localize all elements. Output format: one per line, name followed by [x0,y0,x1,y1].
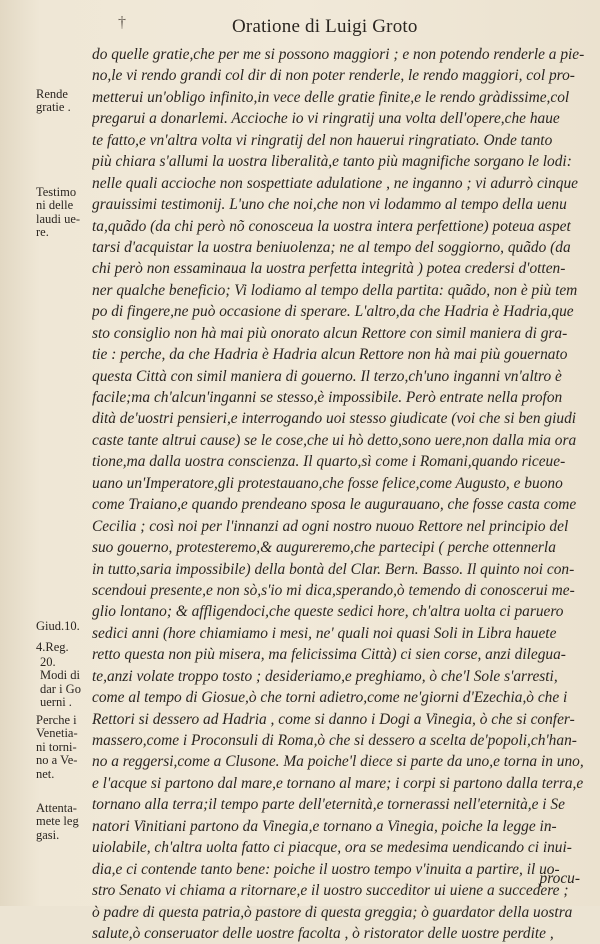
text-line: come Traiano,e quando prendeano sposa le augurauano, che fosse casta come [92,496,577,514]
text-line: ner qualche beneficio; Vi lodiamo al tempo della partita: quãdo, non è più tem [92,281,578,299]
text-line: pregarui a donarlemi. Accioche io vi ringratij una volta dell'opere,che haue [92,110,560,128]
text-line: tarsi d'acquistar la uostra beniuolenza; ne al tempo del soggiorno, quãdo (da [92,238,571,256]
text-line: questa Città con simil maniera di gouerno. Il terzo,ch'uno inganni vn'altro è [92,367,562,385]
text-line: uano un'Imperatore,gli protestauano,che fosse felice,come Augusto, e buono [92,474,563,492]
text-line: e l'acque si partono dal mare,e tornano al mare; i corpi si partono dalla terra,e [92,774,584,792]
text-line: tornano alla terra;il tempo parte dell'eternità,e tornerassi nell'eternità,e i Se [92,796,565,814]
text-line: grauissimi testimonij. L'uno che noi,che non vi lodammo al tempo della uenu [92,196,567,214]
text-line: metterui un'obligo infinito,in vece delle gratie finite,e le rendo gràdissime,col [92,88,570,106]
text-line: no,le vi rendo grandi col dir di non poter renderle, le rendo maggiori, col pro- [92,67,575,85]
text-line: più chiara s'allumi la uostra liberalità,e tanto più magnifiche sorgano le lodi: [92,153,572,171]
catchword: procu- [539,870,580,887]
margin-note-testimoni: Testimo ni delle laudi ue- re. [36,185,81,240]
text-line: ta,quãdo (da chi però nõ conosceua la uostra intera perfettione) poteua aspet [92,217,571,235]
margin-note-reg: 4.Reg. [36,640,69,654]
text-line: ò padre di questa patria,ò pastore di questa greggia; ò guardator della uostra [92,903,573,921]
text-line: suo gouerno, protesteremo,& augureremo,che partecipi ( perche ottennerla [92,539,556,557]
text-line: no a reggersi,come a Clusone. Ma poiche'l diece si parte da uno,e torna in uno, [92,753,584,771]
text-line: in tutto,saria impossibile) della bontà del Clar. Bern. Basso. Il quinto noi con- [92,560,575,578]
margin-note-perche: Perche i Venetia- ni torni- no a Ve- net. [36,713,78,781]
text-line: salute,ò conseruator delle uostre facolta , ò ristorator delle uostre perdite , [92,924,554,942]
text-line: dia,e ci contende tanto bene: poiche il uostro tempo v'inuita a partire, il uo- [92,860,560,878]
text-line: nelle quali accioche non sospettiate adulatione , ne inganno ; vi adurrò cinque [92,174,578,192]
text-line: uiolabile, ch'altra uolta fatto ci piacque, ora se medesima uendicando ci inui- [92,839,572,857]
running-title: Oratione di Luigi Groto [232,16,418,37]
text-line: natori Vinitiani partono da Vinegia,e tornano a Vinegia, poiche la legge in- [92,817,557,835]
text-line: sedici anni (hore chiamiamo i mesi, ne' quali noi quasi Soli in Libra hauete [92,624,557,642]
text-line: retto questa non più misera, ma felicissima Città) ci sien corse, anzi dilegua- [92,646,566,664]
margin-note-giud: Giud.10. [36,619,80,633]
text-line: scendoui presente,e non sò,s'io mi dica,sperando,ò temendo di conoscerui me- [92,581,575,599]
text-line: caste tante altrui cause) se le cose,che ui hò detto,sono uere,non dalla mia ora [92,431,577,449]
text-line: tie : perche, da che Hadria è Hadria alcun Rettore non hà mai più gouernato [92,346,568,364]
text-line: come al tempo di Giosue,ò che torni adietro,come ne'giorni d'Ezechia,ò che i [92,689,568,707]
text-line: Cecilia ; così noi per l'innanzi ad ogni nostro nuouo Rettore nel principio del [92,517,569,535]
margin-note-modi: 20. Modi di dar i Go uerni . [40,655,81,710]
text-line: stro Senato vi chiama a ritornare,e il uostro succeditor ui uiene a succedere ; [92,882,569,900]
text-line: chi però non essaminaua la uostra perfetta integrità ) potea credersi d'otten- [92,260,566,278]
margin-note-attenta: Attenta- mete leg gasi. [36,801,79,842]
text-line: te fatto,e vn'altra volta vi ringratij del non hauerui ringratiato. Onde tanto [92,131,553,149]
text-line: do quelle gratie,che per me si possono maggiori ; e non potendo renderle a pie- [92,46,585,63]
text-line: po di fingere,ne può occasione di sperare. L'altro,da che Hadria è Hadria,que [92,303,574,321]
text-line: massero,come i Proconsuli di Roma,ò che si dessero a scelta de'popoli,ch'han- [92,732,577,749]
text-line: Rettori si dessero ad Hadria , come si danno i Dogi a Vinegia, ò che si confer- [92,710,575,728]
text-line: te,anzi volate troppo tosto ; desideriamo,e preghiamo, ò che'l Sole s'arresti, [92,667,558,685]
text-line: facile;ma ch'alcun'inganni se stesso,è impossibile. Però entrate nella profon [92,389,563,406]
main-text [92,44,592,944]
text-line: dità de'uostri pensieri,e interrogando uoi stesso giudicate (voi che si ben giudi [92,410,577,428]
page-signature-mark: † [118,14,127,31]
text-line: tione,ma dalla uostra conscienza. Il quarto,sì come i Romani,quando riceue- [92,453,566,471]
text-line: sto consiglio non hà mai più onorato alcun Rettore con simil maniera di gra- [92,324,568,342]
text-line: glio lontano; & affligendoci,che queste sedici hore, ch'altra uolta ci paruero [92,603,564,621]
margin-note-rende: Rende gratie . [36,87,71,115]
